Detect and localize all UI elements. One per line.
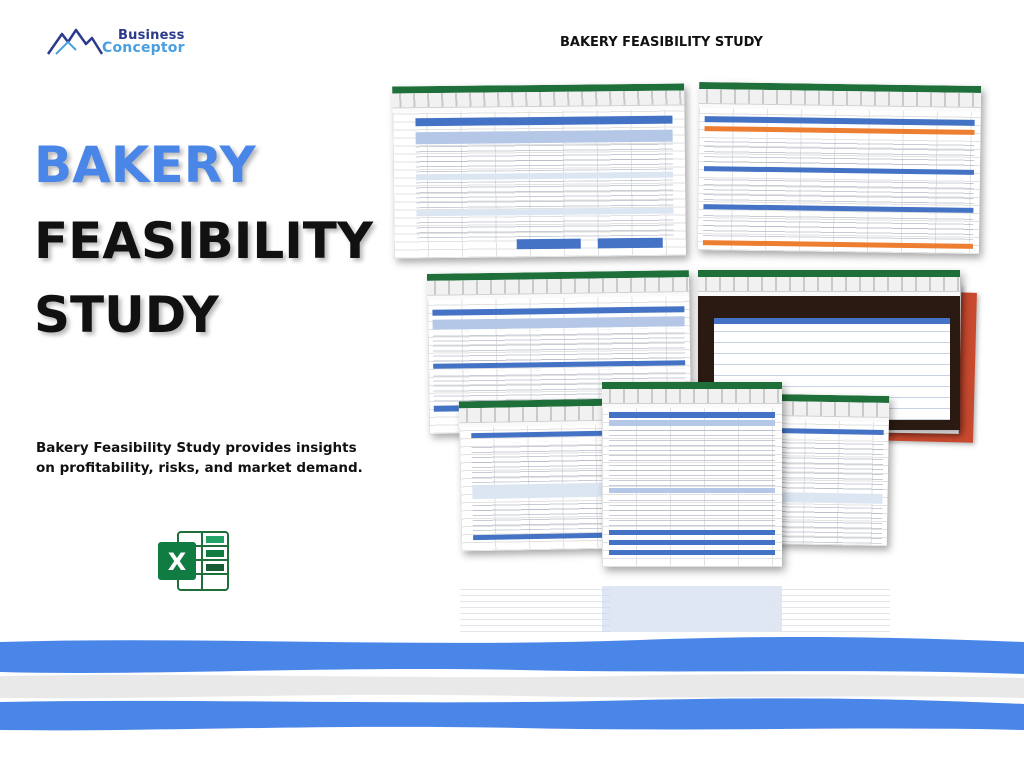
hero-title-line-1: BAKERY [34,136,256,194]
decorative-waves [0,628,1024,768]
spreadsheet-preview-staff-costs [697,82,981,254]
logo-line-2: Conceptor [102,40,185,56]
hero-description: Bakery Feasibility Study provides insights on profitability, risks, and market demand. [36,440,363,477]
spreadsheet-preview-balance [769,394,890,546]
spreadsheet-preview-revenue [392,83,686,258]
brand-logo [46,24,196,60]
reflection [460,586,930,632]
mountain-icon [46,26,104,56]
spreadsheet-preview-income-statement [602,382,782,567]
excel-icon [158,530,230,592]
hero-title-line-3: STUDY [34,286,219,344]
spreadsheet-preview-investments [459,399,612,552]
page-header-title: BAKERY FEASIBILITY STUDY [560,35,763,50]
logo-line-1: Business [118,28,185,43]
hero-title-line-2: FEASIBILITY [34,212,374,270]
svg-text:X: X [167,548,187,576]
